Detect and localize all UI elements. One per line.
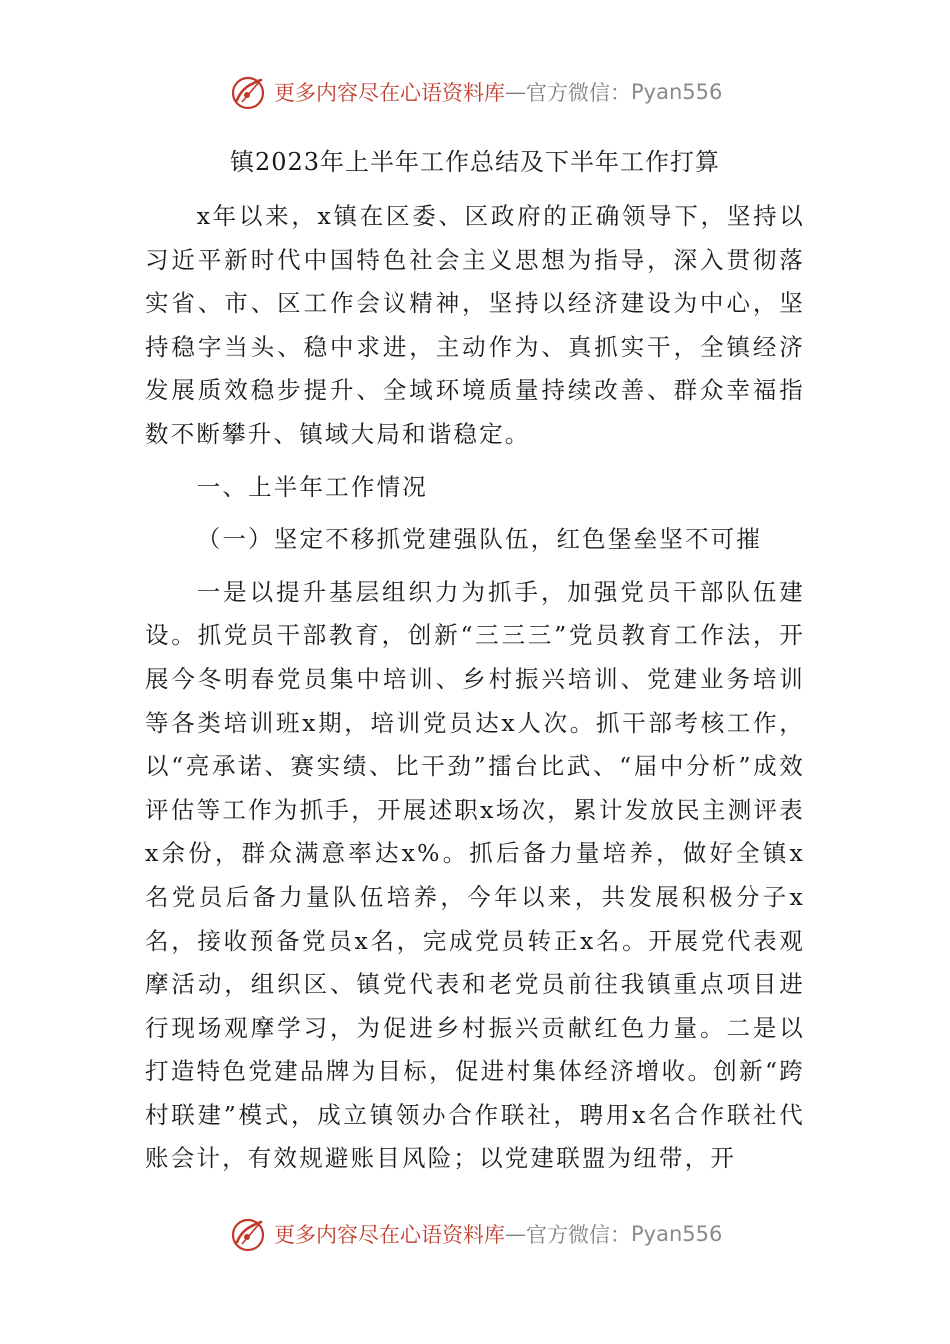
section-heading: 一、上半年工作情况: [196, 472, 428, 501]
watermark-contact-id: Pyan556: [631, 80, 723, 104]
watermark-text: 更多内容尽在心语资料库: [274, 1223, 505, 1247]
subsection-heading: （一）坚定不移抓党建强队伍，红色堡垒坚不可摧: [196, 525, 763, 554]
watermark-contact-id: Pyan556: [631, 1222, 723, 1246]
watermark-contact-label: 官方微信：: [526, 81, 631, 105]
watermark-contact-label: 官方微信：: [526, 1223, 631, 1247]
body-paragraph: 一是以提升基层组织力为抓手，加强党员干部队伍建设。抓党员干部教育，创新“三三三”党员教育工作法，开展今冬明春党员集中培训、乡村振兴培训、党建业务培训等各类培训班x期，培训党员达x人次。抓干部考核工作，以“亮承诺、赛实绩、比干劲”擂台比武、“届中分析”成效评估等工作为抓手，开展述职x场次，累计发放民主测评表x余份，群众满意率达x%。抓后备力量培养，做好全镇x名党员后备力量队伍培养，今年以来，共发展积极分子x名，接收预备党员x名，完成党员转正x名。开展党代表观摩活动，组织区、镇党代表和老党员前往我镇重点项目进行现场观摩学习，为促进乡村振兴贡献红色力量。二是以打造特色党建品牌为目标，促进村集体经济增收。创新“跨村联建”模式，成立镇领办合作联社，聘用x名合作联社代账会计，有效规避账目风险；以党建联盟为纽带，开: [145, 577, 805, 1173]
watermark-separator: —: [505, 80, 526, 104]
logo-icon: [228, 72, 268, 112]
watermark-separator: —: [505, 1222, 526, 1246]
watermark-banner-bottom: [228, 1212, 722, 1256]
watermark-banner-top: [228, 70, 722, 114]
watermark-text: 更多内容尽在心语资料库: [274, 81, 505, 105]
intro-paragraph: x年以来，x镇在区委、区政府的正确领导下，坚持以习近平新时代中国特色社会主义思想为指导，深入贯彻落实省、市、区工作会议精神，坚持以经济建设为中心，坚持稳字当头、稳中求进，主动作为、真抓实干，全镇经济发展质效稳步提升、全域环境质量持续改善、群众幸福指数不断攀升、镇域大局和谐稳定。: [145, 202, 805, 448]
document-title: 镇2023年上半年工作总结及下半年工作打算: [229, 148, 721, 176]
logo-icon: [228, 1214, 268, 1254]
document-body: [145, 195, 805, 1181]
